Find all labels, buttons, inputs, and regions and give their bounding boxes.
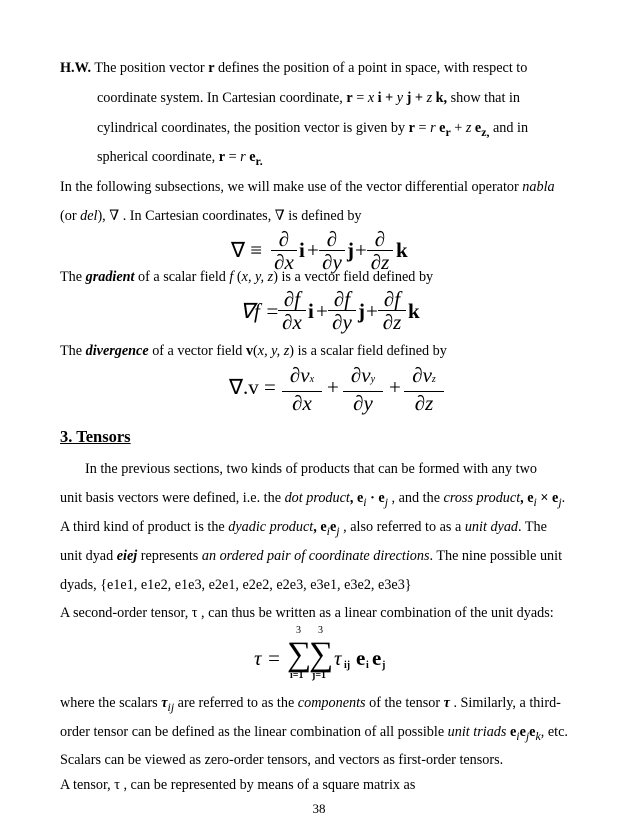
para1-line-2: unit basis vectors were defined, i.e. the dot product, $e_i \cdot e_j$ , and the cross product, $e_i \times e_j$. [60,490,566,509]
nabla-frac-z: ∂ ∂z [367,229,393,272]
para2-line-4: A tensor, τ , can be represented by means of a square matrix as [60,777,416,793]
divergence-line: The divergence of a vector field v(x, y, z) is a scalar field defined by [60,343,447,359]
equation-divergence: ∇.v = ∂vx ∂x + ∂vy ∂y + ∂vz ∂z [0,362,638,412]
para1-line-3: A third kind of product is the dyadic product, $e_ie_j$ , also referred to as a unit dyad. The [60,519,547,538]
para2-line-3: Scalars can be viewed as zero-order tensors, and vectors as first-order tensors. [60,752,504,768]
para1-line-6: A second-order tensor, τ , can thus be written as a linear combination of the unit dyads: [60,605,554,621]
sum-j: ∑ [309,636,334,673]
equation-nabla: ∇ ≡ ∂ ∂x i + ∂ ∂y j + ∂ ∂z k [231,227,408,274]
grad-lhs: ∇f = [240,299,280,323]
hw-line-3: cylindrical coordinates, the position vector is given by r = r $e_r + z$ $e_{z,}$ and in [97,120,529,139]
hw-line-1: H.W. The position vector r defines the position of a point in space, with respect to [60,60,528,76]
gradient-line: The gradient of a scalar field f (x, y, z) is a vector field defined by [60,269,434,285]
section-title: 3. Tensors [60,427,131,446]
para2-line-1: where the scalars $\tau_{ij}$ are referred to as the components of the tensor τ . Similarly, a third- [60,695,561,714]
hw-line-2: coordinate system. In Cartesian coordinate, r = x i + y j + z k, show that in [97,90,520,106]
nabla-lhs: ∇ ≡ [231,238,263,262]
equation-gradient: ∇f = ∂f ∂x i + ∂f ∂y j + ∂f ∂z k [240,287,420,334]
hw-label: H.W. [60,60,92,76]
sum-i: ∑ [287,636,312,673]
page-number: 38 [312,801,326,816]
intro-line-1: In the following subsections, we will make use of the vector differential operator nabla [60,179,555,195]
para1-line-5: dyads, {e1e1, e1e2, e1e3, e2e1, e2e2, e2e3, e3e1, e3e2, e3e3} [60,577,412,593]
div-lhs: ∇.v = [229,375,276,399]
para1-line-4: unit dyad eiej represents an ordered pair of coordinate directions. The nine possible unit [60,548,563,564]
nabla-frac-x: ∂ ∂x [271,229,297,272]
para2-line-2: order tensor can be defined as the linear combination of all possible unit triads $e_ie_je_k$, etc. [60,724,568,743]
hw-line-4: spherical coordinate, r = r $e_{r.}$ [97,149,263,168]
intro-line-2: (or del), ∇ . In Cartesian coordinates, ∇ is defined by [60,208,362,224]
para1-line-1: In the previous sections, two kinds of products that can be formed with any two [85,461,537,477]
nabla-frac-y: ∂ ∂y [319,229,345,272]
equation-tensor: τ = 3 ∑ i=1 3 ∑ j=1 τ ij e i e j [254,625,386,681]
tensor-lhs: τ = [254,646,281,670]
